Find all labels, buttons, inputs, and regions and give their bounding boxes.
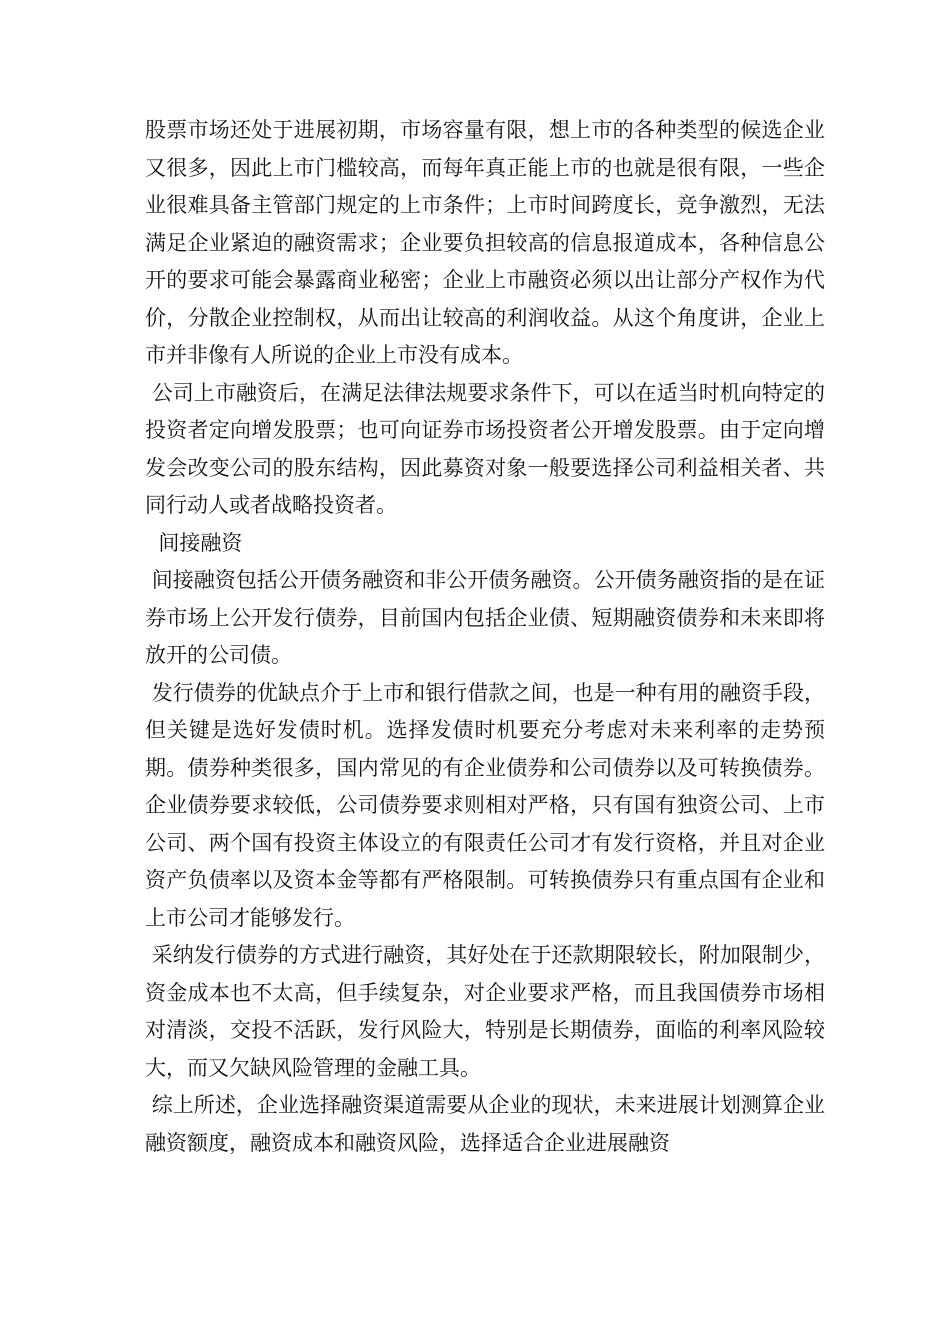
document-body — [145, 112, 825, 1162]
paragraph-bond-pros-cons: 发行债券的优缺点介于上市和银行借款之间，也是一种有用的融资手段，但关键是选好发债时机。选择发债时机要充分考虑对未来利率的走势预期。债券种类很多，国内常见的有企业债券和公司债券以及可转换债券。企业债券要求较低，公司债券要求则相对严格，只有国有独资公司、上市公司、两个国有投资主体设立的有限责任公司才有发行资格，并且对企业资产负债率以及资本金等都有严格限制。可转换债券只有重点国有企业和上市公司才能够发行。 — [145, 680, 825, 930]
section-heading-indirect-financing: 间接融资 — [145, 530, 243, 555]
paragraph-summary: 综上所述，企业选择融资渠道需要从企业的现状，未来进展计划测算企业融资额度，融资成本和融资风险，选择适合企业进展融资 — [145, 1093, 825, 1155]
paragraph-stock-market-limits: 股票市场还处于进展初期，市场容量有限，想上市的各种类型的候选企业又很多，因此上市门槛较高，而每年真正能上市的也就是很有限，一些企业很难具备主管部门规定的上市条件；上市时间跨度长，竞争激烈，无法满足企业紧迫的融资需求；企业要负担较高的信息报道成本，各种信息公开的要求可能会暴露商业秘密；企业上市融资必须以出让部分产权作为代价，分散企业控制权，从而出让较高的利润收益。从这个角度讲，企业上市并非像有人所说的企业上市没有成本。 — [145, 118, 825, 367]
paragraph-bond-issuance-advantages: 采纳发行债券的方式进行融资，其好处在于还款期限较长，附加限制少，资金成本也不太高，但手续复杂，对企业要求严格，而且我国债券市场相对清淡，交投不活跃，发行风险大，特别是长期债券，面临的利率风险较大，而又欠缺风险管理的金融工具。 — [145, 943, 825, 1080]
paragraph-private-placement: 公司上市融资后，在满足法律法规要求条件下，可以在适当时机向特定的投资者定向增发股票；也可向证券市场投资者公开增发股票。由于定向增发会改变公司的股东结构，因此募资对象一般要选择公司利益相关者、共同行动人或者战略投资者。 — [145, 380, 825, 517]
paragraph-indirect-financing-definition: 间接融资包括公开债务融资和非公开债务融资。公开债务融资指的是在证券市场上公开发行债券，目前国内包括企业债、短期融资债券和未来即将放开的公司债。 — [145, 568, 825, 667]
